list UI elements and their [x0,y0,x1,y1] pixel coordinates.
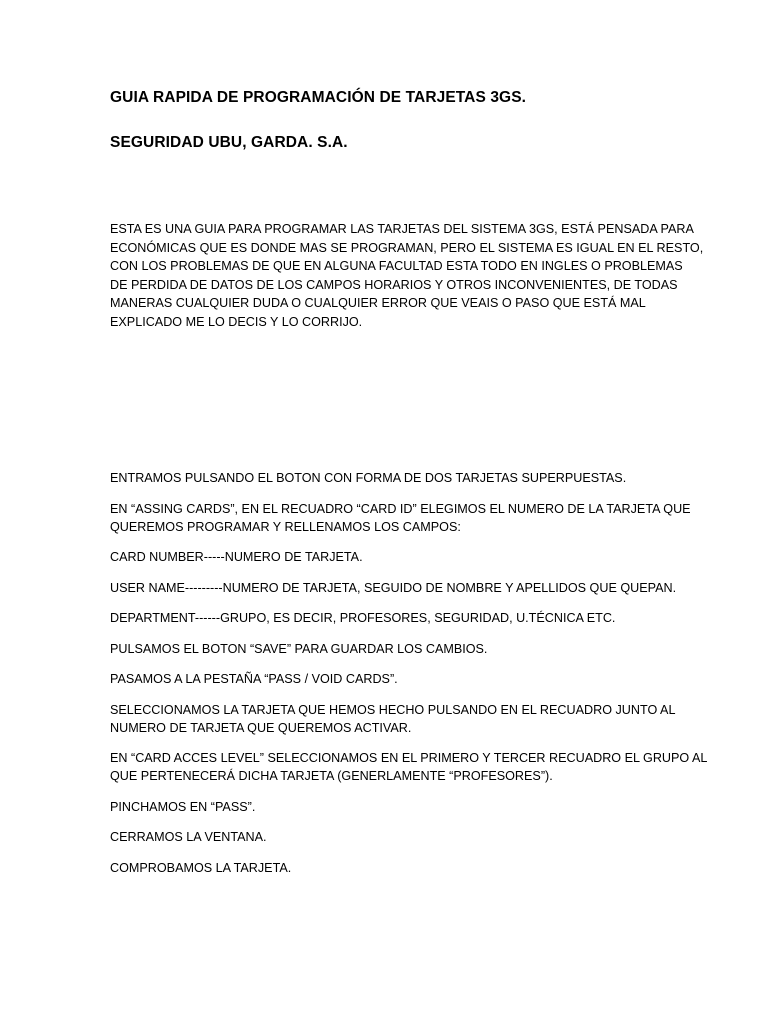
step-line: DEPARTMENT------GRUPO, ES DECIR, PROFESORES, SEGURIDAD, U.TÉCNICA ETC. [110,611,616,625]
intro-line: CON LOS PROBLEMAS DE QUE EN ALGUNA FACULTAD ESTA TODO EN INGLES O PROBLEMAS [110,259,683,274]
step-line: USER NAME---------NUMERO DE TARJETA, SEGUIDO DE NOMBRE Y APELLIDOS QUE QUEPAN. [110,580,677,595]
step-paragraph [110,828,670,846]
step-line: PASAMOS A LA PESTAÑA “PASS / VOID CARDS”. [110,672,398,686]
document-title: GUIA RAPIDA DE PROGRAMACIÓN DE TARJETAS 3GS. [110,89,527,106]
step-line: NUMERO DE TARJETA QUE QUEREMOS ACTIVAR. [110,720,412,735]
step-paragraph [110,548,670,566]
step-paragraph [110,579,677,597]
intro-paragraph [110,220,704,332]
step-line: COMPROBAMOS LA TARJETA. [110,860,292,875]
intro-line: DE PERDIDA DE DATOS DE LOS CAMPOS HORARIOS Y OTROS INCONVENIENTES, DE TODAS [110,277,678,292]
step-line: QUE PERTENECERÁ DICHA TARJETA (GENERLAMENTE “PROFESORES”). [110,769,553,783]
step-paragraph [110,609,670,627]
intro-line: EXPLICADO ME LO DECIS Y LO CORRIJO. [110,314,363,329]
step-line: CERRAMOS LA VENTANA. [110,830,267,844]
step-line: EN “CARD ACCES LEVEL” SELECCIONAMOS EN EL PRIMERO Y TERCER RECUADRO EL GRUPO AL [110,751,708,765]
step-paragraph [110,469,670,487]
step-paragraph [110,798,670,816]
step-paragraph [110,670,670,688]
intro-line: ECONÓMICAS QUE ES DONDE MAS SE PROGRAMAN, PERO EL SISTEMA ES IGUAL EN EL RESTO, [110,240,704,255]
step-paragraph [110,701,676,737]
step-line: PINCHAMOS EN “PASS”. [110,799,256,814]
step-paragraph [110,749,708,785]
step-line: PULSAMOS EL BOTON “SAVE” PARA GUARDAR LOS CAMBIOS. [110,641,488,656]
step-paragraph [110,859,670,877]
step-line: CARD NUMBER-----NUMERO DE TARJETA. [110,550,363,564]
step-line: EN “ASSING CARDS”, EN EL RECUADRO “CARD ID” ELEGIMOS EL NUMERO DE LA TARJETA QUE [110,501,691,516]
instruction-steps [110,469,708,889]
document-subtitle: SEGURIDAD UBU, GARDA. S.A. [110,134,348,151]
step-line: ENTRAMOS PULSANDO EL BOTON CON FORMA DE DOS TARJETAS SUPERPUESTAS. [110,471,627,485]
intro-line: ESTA ES UNA GUIA PARA PROGRAMAR LAS TARJETAS DEL SISTEMA 3GS, ESTÁ PENSADA PARA [110,222,694,236]
step-line: QUEREMOS PROGRAMAR Y RELLENAMOS LOS CAMPOS: [110,519,461,534]
step-paragraph [110,500,691,536]
step-line: SELECCIONAMOS LA TARJETA QUE HEMOS HECHO PULSANDO EN EL RECUADRO JUNTO AL [110,702,676,717]
intro-line: MANERAS CUALQUIER DUDA O CUALQUIER ERROR QUE VEAIS O PASO QUE ESTÁ MAL [110,296,646,311]
step-paragraph [110,640,670,658]
